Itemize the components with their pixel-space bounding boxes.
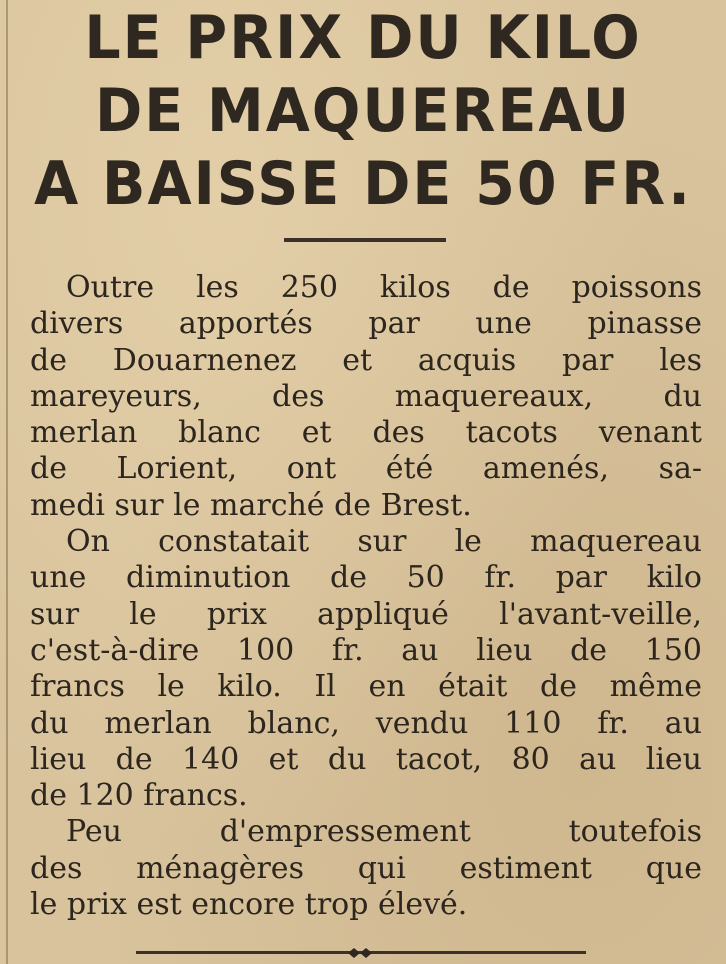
article-line: des ménagères qui estiment que	[30, 850, 702, 886]
article-line: sur le prix appliqué l'avant-veille,	[30, 596, 702, 632]
article-line: Outre les 250 kilos de poissons	[66, 270, 702, 305]
article-line: le prix est encore trop élevé.	[30, 887, 468, 923]
article-line: de Douarnenez et acquis par les	[30, 342, 702, 378]
headline-divider	[284, 238, 446, 242]
headline-line-1: LE PRIX DU KILO	[84, 3, 642, 73]
article-line: medi sur le marché de Brest.	[30, 487, 472, 523]
article-line: c'est-à-dire 100 fr. au lieu de 150	[30, 632, 702, 668]
article-line: On constatait sur le maquereau	[66, 524, 702, 560]
article-line: de 120 francs.	[30, 778, 248, 814]
headline	[0, 2, 726, 221]
diamond-ornament-icon	[340, 946, 380, 960]
headline-line-2: DE MAQUEREAU	[94, 76, 632, 146]
article-line: francs le kilo. Il en était de même	[30, 669, 702, 705]
article-line: lieu de 140 et du tacot, 80 au lieu	[30, 741, 702, 777]
article-line: Peu d'empressement toutefois	[66, 814, 702, 850]
article-line: merlan blanc et des tacots venant	[30, 415, 702, 451]
headline-line-3: A BAISSE DE 50 FR.	[34, 149, 692, 219]
article-line: de Lorient, ont été amenés, sa-	[30, 451, 702, 487]
article-line: divers apportés par une pinasse	[30, 306, 702, 342]
article-line: une diminution de 50 fr. par kilo	[30, 560, 702, 596]
article-line: du merlan blanc, vendu 110 fr. au	[30, 705, 702, 741]
article-body	[30, 270, 702, 923]
article-line: mareyeurs, des maquereaux, du	[30, 378, 702, 414]
